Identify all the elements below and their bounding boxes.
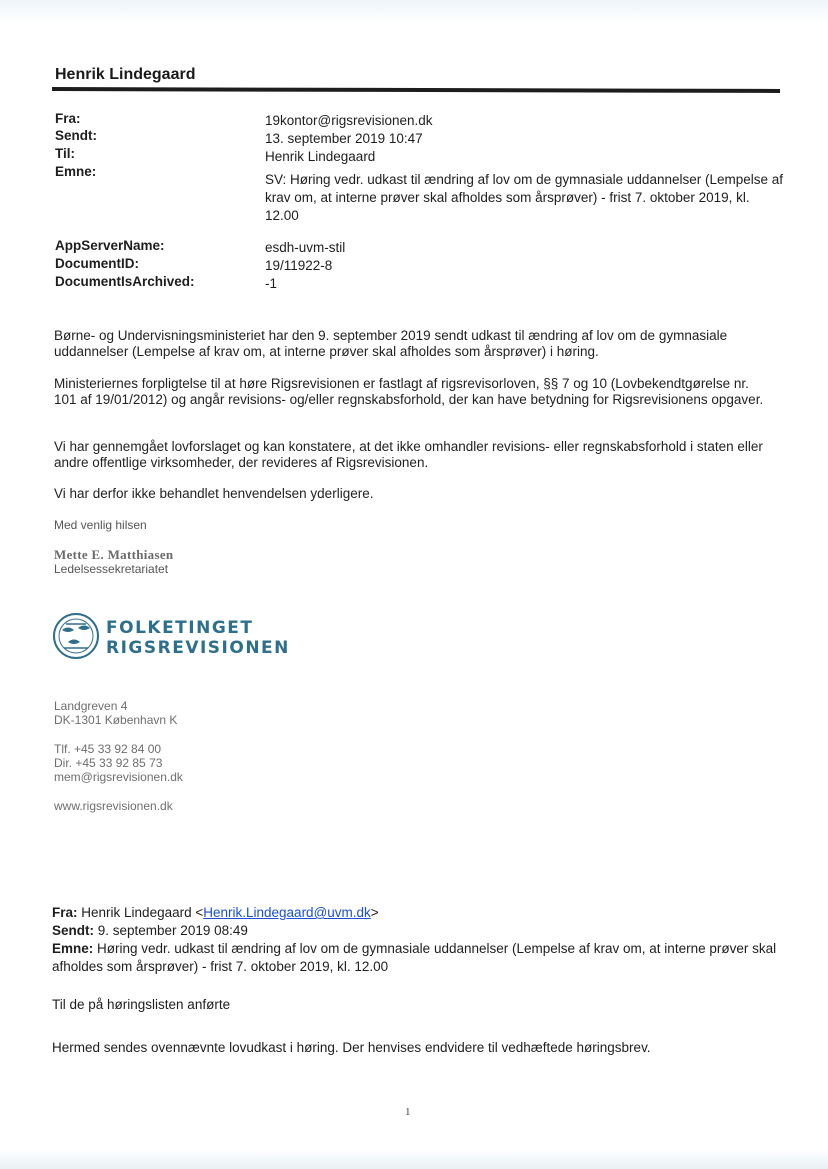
forwarded-sent-value: 9. september 2019 08:49 [97, 923, 248, 938]
documentid-label: DocumentID: [55, 256, 139, 271]
phone-direct: Dir. +45 33 92 85 73 [54, 756, 163, 770]
documentisarchived-value: -1 [265, 276, 278, 291]
logo-line-rigsrevisionen: RIGSREVISIONEN [106, 638, 290, 658]
forwarded-from-label: Fra: [52, 905, 78, 920]
body-paragraph-4: Vi har derfor ikke behandlet henvendelsen yderligere. [54, 486, 374, 501]
signature-name: Mette E. Matthiasen [54, 547, 174, 562]
body-paragraph-2: Ministeriernes forpligtelse til at høre Rigsrevisionen er fastlagt af rigsrevisorloven, §§ 7 og 10 (Lovbekendtgørelse nr. 101 af 19/01/2012) og angår revisions- og/eller regnskabsforhold, der kan have betydning for Rigsrevisionens opgaver. [54, 376, 764, 407]
from-value: 19kontor@rigsrevisionen.dk [265, 113, 433, 128]
scan-edge-bottom [0, 1150, 828, 1169]
from-label: Fra: [55, 111, 81, 126]
mailbox-owner-name: Henrik Lindegaard [55, 66, 196, 83]
forwarded-subject-label: Emne: [52, 941, 94, 956]
forwarded-from-name: Henrik Lindegaard < [81, 905, 204, 920]
address-city: DK-1301 København K [54, 713, 178, 727]
page-number: 1 [405, 1106, 411, 1118]
forwarded-recipients-line: Til de på høringslisten anførte [52, 997, 231, 1012]
forwarded-sent-line [52, 922, 248, 940]
sent-label: Sendt: [55, 128, 97, 143]
forwarded-sent-label: Sendt: [52, 923, 94, 938]
forwarded-from-email-link[interactable]: Henrik.Lindegaard@uvm.dk [203, 905, 371, 920]
contact-email: mem@rigsrevisionen.dk [54, 770, 183, 784]
body-paragraph-1: Børne- og Undervisningsministeriet har den 9. september 2019 sendt udkast til ændring af lov om de gymnasiale uddannelser (Lempelse af krav om, at interne prøver skal afholdes som årsprøver) i høring. [54, 328, 728, 359]
forwarded-from-close: > [370, 905, 379, 920]
subject-value: SV: Høring vedr. udkast til ændring af lov om de gymnasiale uddannelser (Lempelse af krav om, at interne prøver skal afholdes som årsprøver) - frist 7. oktober 2019, kl. 12.00 [265, 172, 784, 223]
forwarded-subject-line [52, 940, 782, 976]
forwarded-body-line: Hermed sendes ovennævnte lovudkast i høring. Der henvises endvidere til vedhæftede høringsbrev. [52, 1040, 651, 1055]
documentid-value: 19/11922-8 [265, 258, 333, 273]
logo-line-folketinget: FOLKETINGET [106, 618, 254, 638]
scan-edge-top [0, 0, 828, 22]
signature-department: Ledelsessekretariatet [54, 562, 169, 576]
greeting: Med venlig hilsen [54, 518, 147, 532]
subject-label: Emne: [55, 164, 97, 179]
body-paragraph-3: Vi har gennemgået lovforslaget og kan konstatere, at det ikke omhandler revisions- eller regnskabsforhold i staten eller andre offentlige virksomheder, der revideres af Rigsrevisionen. [54, 439, 763, 470]
appservername-label: AppServerName: [55, 238, 165, 253]
appservername-value: esdh-uvm-stil [265, 240, 346, 255]
forwarded-subject-value: Høring vedr. udkast til ændring af lov om de gymnasiale uddannelser (Lempelse af krav om, at interne prøver skal afholdes som årsprøver) - frist 7. oktober 2019, kl. 12.00 [52, 941, 777, 974]
documentisarchived-label: DocumentIsArchived: [55, 274, 195, 289]
address-street: Landgreven 4 [54, 699, 128, 713]
forwarded-from-line [52, 904, 379, 922]
sent-value: 13. september 2019 10:47 [265, 131, 423, 146]
to-value: Henrik Lindegaard [265, 149, 376, 164]
website: www.rigsrevisionen.dk [54, 799, 173, 813]
rigsrevisionen-seal-icon [52, 612, 100, 660]
header-divider [52, 87, 780, 93]
phone-main: Tlf. +45 33 92 84 00 [54, 742, 162, 756]
to-label: Til: [55, 146, 75, 161]
